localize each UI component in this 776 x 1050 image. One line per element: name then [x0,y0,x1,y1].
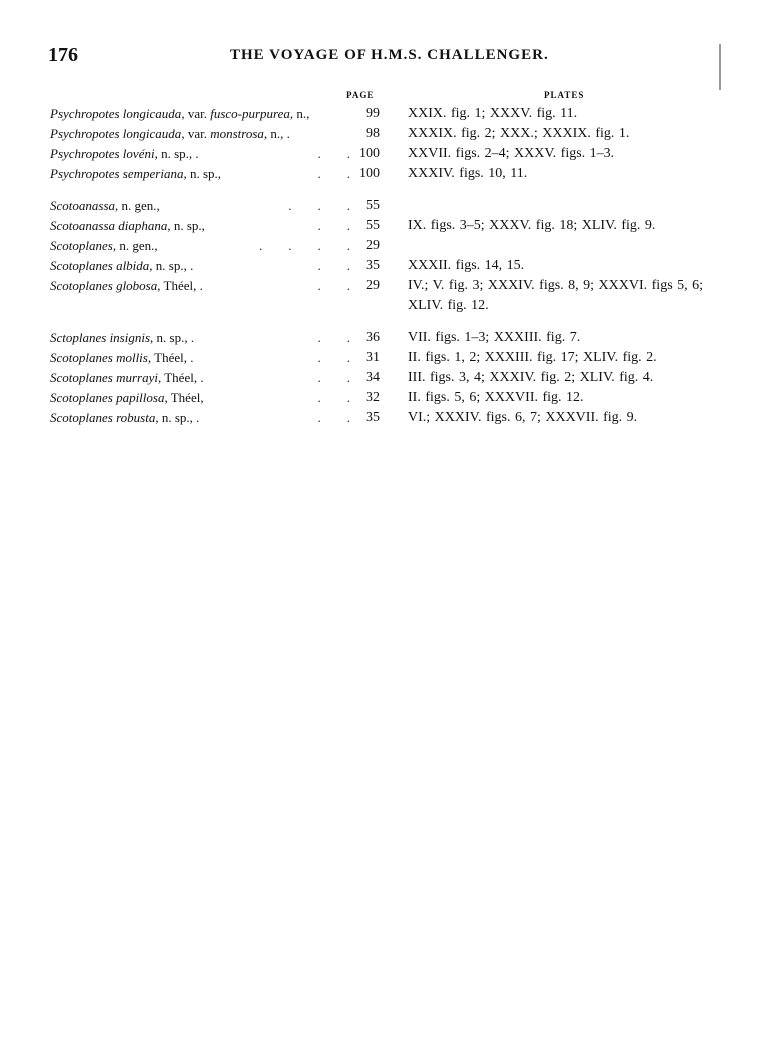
page-reference: 31 [366,350,380,365]
page-number: 176 [48,44,78,66]
species-binomial: Scotoanassa [50,198,115,213]
index-entry [50,328,740,348]
species-binomial: Scotoplanes globosa [50,278,158,293]
species-binomial: Scotoplanes robusta [50,410,156,425]
species-qualifier: , n. sp., [183,166,222,181]
species-qualifier: , Théel, . [147,350,194,365]
page-reference: 99 [366,106,380,121]
scan-edge-mark [719,44,721,90]
index-entry [50,256,740,276]
leader-dots: . . [317,390,350,405]
species-qualifier: , n. sp., [167,218,205,233]
species-binomial: Scotoplanes murrayi [50,370,158,385]
plates-reference: XXVII. figs. 2–4; XXXV. figs. 1–3. [408,146,615,161]
species-binomial: Scotoplanes [50,238,113,253]
species-binomial: Scotoplanes mollis [50,350,148,365]
plates-reference: VII. figs. 1–3; XXXIII. fig. 7. [408,330,581,345]
leader-dots: . . [317,350,350,365]
index-entry [50,216,740,236]
index-entry [50,144,740,164]
plates-reference: IV.; V. fig. 3; XXXIV. figs. 8, 9; XXXVI. figs 5, 6; XLIV. fig. 12. [408,278,704,313]
plates-reference: II. figs. 5, 6; XXXVII. fig. 12. [408,390,584,405]
index-group [50,104,740,184]
index-entry [50,196,740,216]
species-tail: , n., . [263,126,290,141]
page-reference: 100 [359,166,380,181]
plates-reference: III. figs. 3, 4; XXXIV. fig. 2; XLIV. fig. 4. [408,370,654,385]
variety-name: fusco-purpurea [210,106,290,121]
index-entry [50,276,740,316]
species-binomial: Psychropotes longicauda [50,126,182,141]
running-title: THE VOYAGE OF H.M.S. CHALLENGER. [230,47,549,63]
plates-reference [408,196,738,216]
species-binomial: Psychropotes lovéni [50,146,155,161]
page-reference: 29 [366,238,380,253]
species-name [50,124,350,144]
species-binomial: Psychropotes semperiana [50,166,184,181]
leader-dots: . . [317,330,350,345]
page-reference: 35 [366,258,380,273]
leader-dots: . . . . [259,238,350,253]
species-qualifier: , n. sp., . [149,258,194,273]
page-reference: 55 [366,218,380,233]
species-binomial: Scotoplanes albida [50,258,150,273]
species-qualifier: , Théel, . [157,278,203,293]
leader-dots: . . [317,370,350,385]
plates-reference: XXXII. figs. 14, 15. [408,258,525,273]
index-entry [50,368,740,388]
page-reference: 35 [366,410,380,425]
species-name [50,104,350,124]
leader-dots: . . [317,218,350,233]
index-entry [50,104,740,124]
species-qualifier: , n. gen., [115,198,160,213]
species-qualifier: , n. sp., . [150,330,195,345]
species-binomial: Scotoanassa diaphana [50,218,168,233]
index-entry [50,348,740,368]
page-reference: 100 [359,146,380,161]
plates-reference [408,236,738,256]
plates-reference: IX. figs. 3–5; XXXV. fig. 18; XLIV. fig. 9. [408,218,656,233]
leader-dots: . . [317,146,350,161]
species-qualifier: , n. sp., . [154,146,199,161]
index-group [50,328,740,428]
page-reference: 32 [366,390,380,405]
index-entry [50,388,740,408]
species-qualifier: , n. gen., [112,238,158,253]
plates-reference: XXIX. fig. 1; XXXV. fig. 11. [408,106,578,121]
species-qualifier: , var. [181,106,211,121]
page-column-heading: PAGE [346,90,375,100]
page-reference: 55 [366,198,380,213]
page-reference: 29 [366,278,380,293]
species-binomial: Sctoplanes insignis [50,330,151,345]
leader-dots: . . . [288,198,350,213]
variety-name: monstrosa [210,126,264,141]
page-reference: 34 [366,370,380,385]
species-qualifier: , n. sp., . [155,410,200,425]
species-qualifier: , var. [181,126,211,141]
index-group [50,196,740,316]
leader-dots: . . [317,410,350,425]
leader-dots: . . [317,278,350,293]
species-binomial: Scotoplanes papillosa [50,390,165,405]
plates-column-heading: PLATES [544,90,585,100]
page-reference: 36 [366,330,380,345]
leader-dots: . . [317,166,350,181]
index-entry [50,236,740,256]
plates-reference: XXXIX. fig. 2; XXX.; XXXIX. fig. 1. [408,126,630,141]
leader-dots: . . [317,258,350,273]
species-qualifier: , Théel, . [157,370,204,385]
page-reference: 98 [366,126,380,141]
plates-reference: VI.; XXXIV. figs. 6, 7; XXXVII. fig. 9. [408,410,638,425]
species-binomial: Psychropotes longicauda [50,106,182,121]
index-entry [50,164,740,184]
species-qualifier: , Théel, [164,390,204,405]
species-tail: , n., [289,106,310,121]
index-entry [50,408,740,428]
plates-reference: II. figs. 1, 2; XXXIII. fig. 17; XLIV. fig. 2. [408,350,657,365]
plates-reference: XXXIV. figs. 10, 11. [408,166,528,181]
species-index [50,104,740,440]
index-entry [50,124,740,144]
